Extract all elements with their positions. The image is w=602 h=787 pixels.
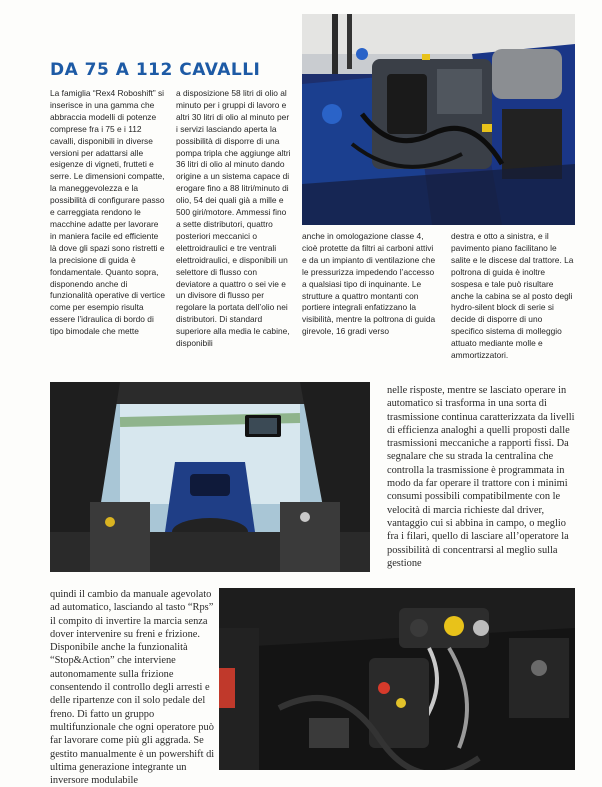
body-column-2 <box>176 88 292 350</box>
body-column-4 <box>451 231 575 362</box>
paragraph: quindi il cambio da manuale agevolato ad automatico, lasciando al tasto “Rps” il compito di invertire la marcia senza dover intervenire su freni e frizione. Disponibile anche la funzionalità “Stop&Action” che interviene autonomamente sulla frizione consentendo il controllo degli arresti e delle ripartenze con il solo pedale del freno. Di fatto un gruppo multifunzionale che ogni operatore può far lavorare come più gli aggrada. Se gestito manualmente è un powershift di ultima generazione integrante un inversore modulabile <box>50 589 215 787</box>
paragraph: destra e otto a sinistra, e il pavimento piano facilitano le salite e le discese dal trattore. La poltrona di guida è inoltre sospesa e tale può risultare anche la cabina se al posto degli hydro-silent block di serie si decide di disporre di uno specifico sistema di molleggio attuato mediante molle e ammortizzatori. <box>451 231 574 361</box>
rear-hydraulics-photo <box>219 588 575 770</box>
paragraph: nelle risposte, mentre se lasciato operare in automatico si trasforma in una sorta di trasmissione continua caratterizzata da livelli di efficienza analoghi a quelli proposti dalle trasmissioni meccaniche a rapporti fissi. Da segnalare che su strada la centralina che controlla la trasmissione è programmata in modo da far operare il trattore con i minimi consumi possibili compatibilmente con le velocità di marcia richieste dal driver, vantaggio cui si abbina in campo, o meglio fra i filari, quello di lasciare all’operatore la possibilità di concentrarsi al meglio sulla gestione <box>387 385 575 569</box>
paragraph: La famiglia “Rex4 Roboshift” si inserisce in una gamma che abbraccia modelli di potenze comprese fra i 75 e i 112 cavalli, disponibili in diverse versioni per adattarsi alle esigenze di vigneti, frutteti e serre. Le dimensioni compatte, la maneggevolezza e la possibilità di configurare passo e carreggiata rendono le macchine adatte per lavorare in maniera facile ed efficiente là dove gli spazi sono ristretti e la precisione di guida è fondamentale. Quanto sopra, disponendo anche di funzionalità operative di vertice come per esempio risulta essere l’idraulica di bordo di tipo bimodale che mette <box>50 88 165 337</box>
engine-bay-photo <box>302 14 575 225</box>
cab-interior-photo <box>50 382 370 572</box>
body-column-mid <box>387 384 577 570</box>
paragraph: anche in omologazione classe 4, cioè protette da filtri ai carboni attivi e da un impianto di ventilazione che le pressurizza impedendo l’accesso a qualsiasi tipo di inquinante. Le strutture a quattro montanti con portiere integrali enfatizzano la visibilità, mentre la poltrona di guida girevole, 16 gradi verso <box>302 231 436 337</box>
paragraph: a disposizione 58 litri di olio al minuto per i gruppi di lavoro e altri 30 litri di olio al minuto per i servizi lasciando aperta la possibilità di disporre di una pompa tripla che aggiunge altri 36 litri di olio al minuto dando origine a un sistema capace di erogare fino a 88 litri/minuto di olio, 54 dei quali già a mille e 500 giri/motore. Ammessi fino a sette distributori, quattro posteriori meccanici o elettroidraulici e tre ventrali elettroidraulici, e disponibili un selettore di flusso con deviatore a quattro o sei vie e un divisore di flusso per regolare la portata dell’olio nei distributori. Di standard superiore alla media le cabine, disponibili <box>176 88 291 349</box>
body-column-3 <box>302 231 440 338</box>
body-column-bottom <box>50 588 215 787</box>
article-title: DA 75 A 112 CAVALLI <box>50 60 261 80</box>
body-column-1 <box>50 88 166 338</box>
